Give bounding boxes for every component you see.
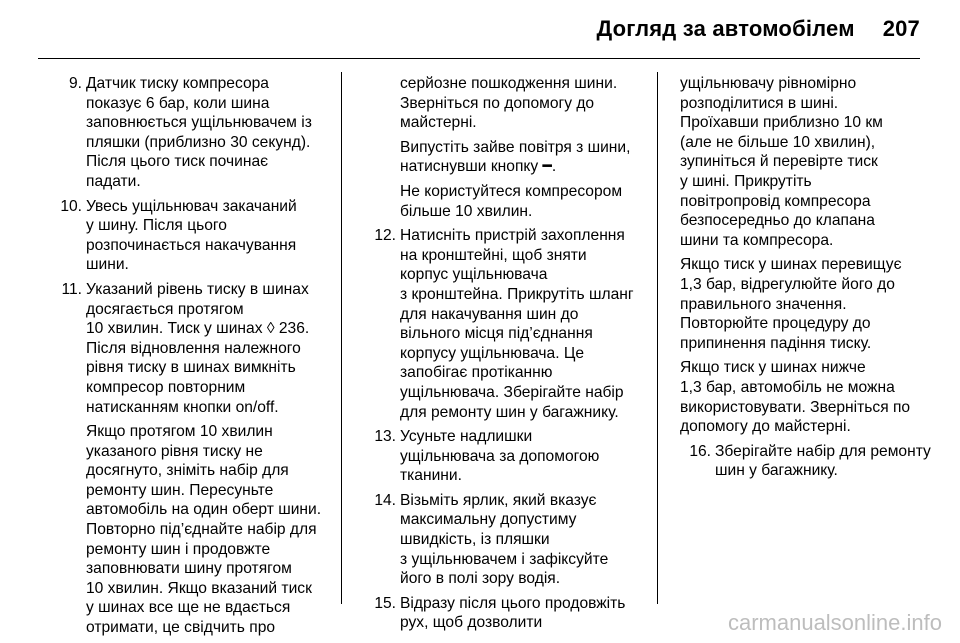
text-line: для накачування шин до bbox=[400, 305, 579, 323]
paragraph bbox=[352, 74, 644, 133]
paragraph bbox=[667, 255, 927, 353]
text-line: Натисніть пристрій захоплення bbox=[400, 227, 625, 245]
text-line: автомобіль на один оберт шини. bbox=[86, 501, 322, 519]
text-line: ремонту шин і продовжте bbox=[86, 540, 271, 558]
text-line: серйозне пошкодження шини. bbox=[400, 75, 618, 92]
text-line: Після відновлення належного bbox=[86, 339, 301, 357]
text-line: Не користуйтеся компресором bbox=[400, 182, 623, 200]
text-line: з кронштейна. Прикрутіть шланг bbox=[400, 285, 634, 303]
text-line: Якщо протягом 10 хвилин bbox=[86, 423, 273, 441]
text-line: Після цього тиск починає bbox=[86, 153, 269, 171]
text-line: Якщо тиск у шинах нижче bbox=[680, 359, 866, 377]
text-line: припинення падіння тиску. bbox=[680, 334, 872, 352]
text-line: його в полі зору водія. bbox=[400, 570, 561, 588]
page-number: 207 bbox=[882, 16, 920, 41]
text-line: допомогу до майстерні. bbox=[680, 418, 851, 436]
text-line: Повторно під’єднайте набір для bbox=[86, 521, 317, 539]
text-line: більше 10 хвилин. bbox=[400, 202, 533, 220]
item-number: 16. bbox=[689, 442, 711, 460]
text-line: для ремонту шин у багажнику. bbox=[400, 403, 619, 421]
header-rule bbox=[38, 58, 920, 59]
column-1 bbox=[38, 74, 330, 643]
paragraph bbox=[667, 358, 927, 436]
text-line: вільного місця під’єднання bbox=[400, 325, 593, 343]
text-line: Випустіть зайве повітря з шини, bbox=[400, 138, 631, 156]
list-item-13 bbox=[352, 427, 644, 486]
text-line: корпус ущільнювача bbox=[400, 266, 548, 284]
text-line: рівня тиску в шинах вимкніть bbox=[86, 359, 296, 377]
text-line: натисканням кнопки on/off. bbox=[86, 398, 279, 416]
text-line: ущільнювача за допомогою bbox=[400, 447, 600, 465]
text-line: Проїхавши приблизно 10 км bbox=[680, 114, 883, 132]
text-line: повітропровід компресора bbox=[680, 192, 871, 210]
list-item-14 bbox=[352, 491, 644, 589]
text-line: заповнювати шину протягом bbox=[86, 560, 292, 578]
column-divider bbox=[341, 72, 342, 604]
list-item-9 bbox=[38, 74, 330, 192]
text-line: 1,3 бар, відрегулюйте його до bbox=[680, 275, 895, 293]
text-line: у шину. Після цього bbox=[86, 217, 227, 235]
item-number: 12. bbox=[374, 227, 396, 245]
paragraph bbox=[667, 74, 927, 250]
column-3 bbox=[667, 74, 931, 486]
text-line: у шинах все ще не вдається bbox=[86, 599, 291, 617]
text-line: правильного значення. bbox=[680, 295, 847, 313]
list-item-12 bbox=[352, 226, 644, 422]
text-line: Якщо тиск у шинах перевищує bbox=[680, 256, 902, 274]
list-item-15 bbox=[352, 594, 644, 633]
text-line: Датчик тиску компресора bbox=[86, 75, 269, 92]
text-line: (але не більше 10 хвилин), bbox=[680, 133, 876, 151]
page-title: Догляд за автомобілем bbox=[596, 16, 855, 41]
text-line: пляшки (приблизно 30 секунд). bbox=[86, 133, 311, 151]
list-item-10 bbox=[38, 197, 330, 275]
text-line: корпусу ущільнювача. Це bbox=[400, 344, 585, 362]
text-line: досягається протягом bbox=[86, 300, 244, 318]
text-line: шин у багажнику. bbox=[715, 462, 838, 480]
text-line: досягнуто, зніміть набір для bbox=[86, 462, 289, 480]
text-line: Указаний рівень тиску в шинах bbox=[86, 280, 309, 298]
text-line: показує 6 бар, коли шина bbox=[86, 94, 270, 112]
page-header bbox=[596, 16, 920, 42]
text-line: використовувати. Зверніться по bbox=[680, 398, 911, 416]
paragraph bbox=[38, 422, 330, 638]
text-line: у шині. Прикрутіть bbox=[680, 172, 812, 190]
text-line: отримати, це свідчить про bbox=[86, 619, 276, 637]
text-line: Зверніться по допомогу до bbox=[400, 94, 595, 112]
item-number: 15. bbox=[374, 594, 396, 612]
text-line: Відразу після цього продовжіть bbox=[400, 594, 626, 612]
text-line: безпосередньо до клапана bbox=[680, 212, 875, 230]
text-line: ущільнювачу рівномірно bbox=[680, 75, 857, 92]
paragraph bbox=[352, 182, 644, 221]
text-line: шини. bbox=[86, 256, 129, 274]
column-divider bbox=[657, 72, 658, 604]
column-2 bbox=[352, 74, 644, 638]
text-line: з ущільнювачем і зафіксуйте bbox=[400, 550, 609, 568]
item-number: 11. bbox=[61, 280, 82, 298]
text-line: рух, щоб дозволити bbox=[400, 614, 543, 632]
text-line: на кронштейні, щоб зняти bbox=[400, 246, 587, 264]
text-line: Усуньте надлишки bbox=[400, 428, 533, 446]
text-line: розпочинається накачування bbox=[86, 236, 297, 254]
list-item-11 bbox=[38, 280, 330, 417]
text-line: падати. bbox=[86, 172, 141, 190]
text-line: тканини. bbox=[400, 467, 462, 485]
text-line: максимальну допустиму bbox=[400, 511, 577, 529]
text-line: указаного рівня тиску не bbox=[86, 442, 263, 460]
item-number: 13. bbox=[374, 428, 396, 446]
text-line: ремонту шин. Пересуньте bbox=[86, 481, 274, 499]
text-line: майстерні. bbox=[400, 114, 477, 132]
text-line: запобігає протіканню bbox=[400, 364, 553, 382]
text-line: ущільнювача. Зберігайте набір bbox=[400, 383, 624, 401]
text-line: Увесь ущільнювач закачаний bbox=[86, 197, 297, 215]
text-line: 1,3 бар, автомобіль не можна bbox=[680, 378, 895, 396]
text-line: Зберігайте набір для ремонту bbox=[715, 442, 931, 460]
text-line: натиснувши кнопку ━. bbox=[400, 158, 557, 176]
text-line: зупиніться й перевірте тиск bbox=[680, 153, 878, 171]
text-line: розподілитися в шині. bbox=[680, 94, 839, 112]
item-number: 14. bbox=[374, 491, 396, 509]
watermark: carmanualsonline.info bbox=[727, 610, 942, 635]
text-line: швидкість, із пляшки bbox=[400, 531, 550, 549]
text-line: заповнюється ущільнювачем із bbox=[86, 114, 312, 132]
text-line: Повторюйте процедуру до bbox=[680, 315, 871, 333]
list-item-16 bbox=[667, 442, 931, 481]
text-line: 10 хвилин. Якщо вказаний тиск bbox=[86, 579, 312, 597]
text-line: компресор повторним bbox=[86, 378, 246, 396]
item-number: 9. bbox=[68, 75, 82, 92]
text-line: шини та компресора. bbox=[680, 231, 834, 249]
text-line: Візьміть ярлик, який вказує bbox=[400, 491, 597, 509]
item-number: 10. bbox=[60, 197, 82, 215]
paragraph bbox=[352, 138, 644, 177]
text-line: 10 хвилин. Тиск у шинах ◊ 236. bbox=[86, 320, 310, 338]
